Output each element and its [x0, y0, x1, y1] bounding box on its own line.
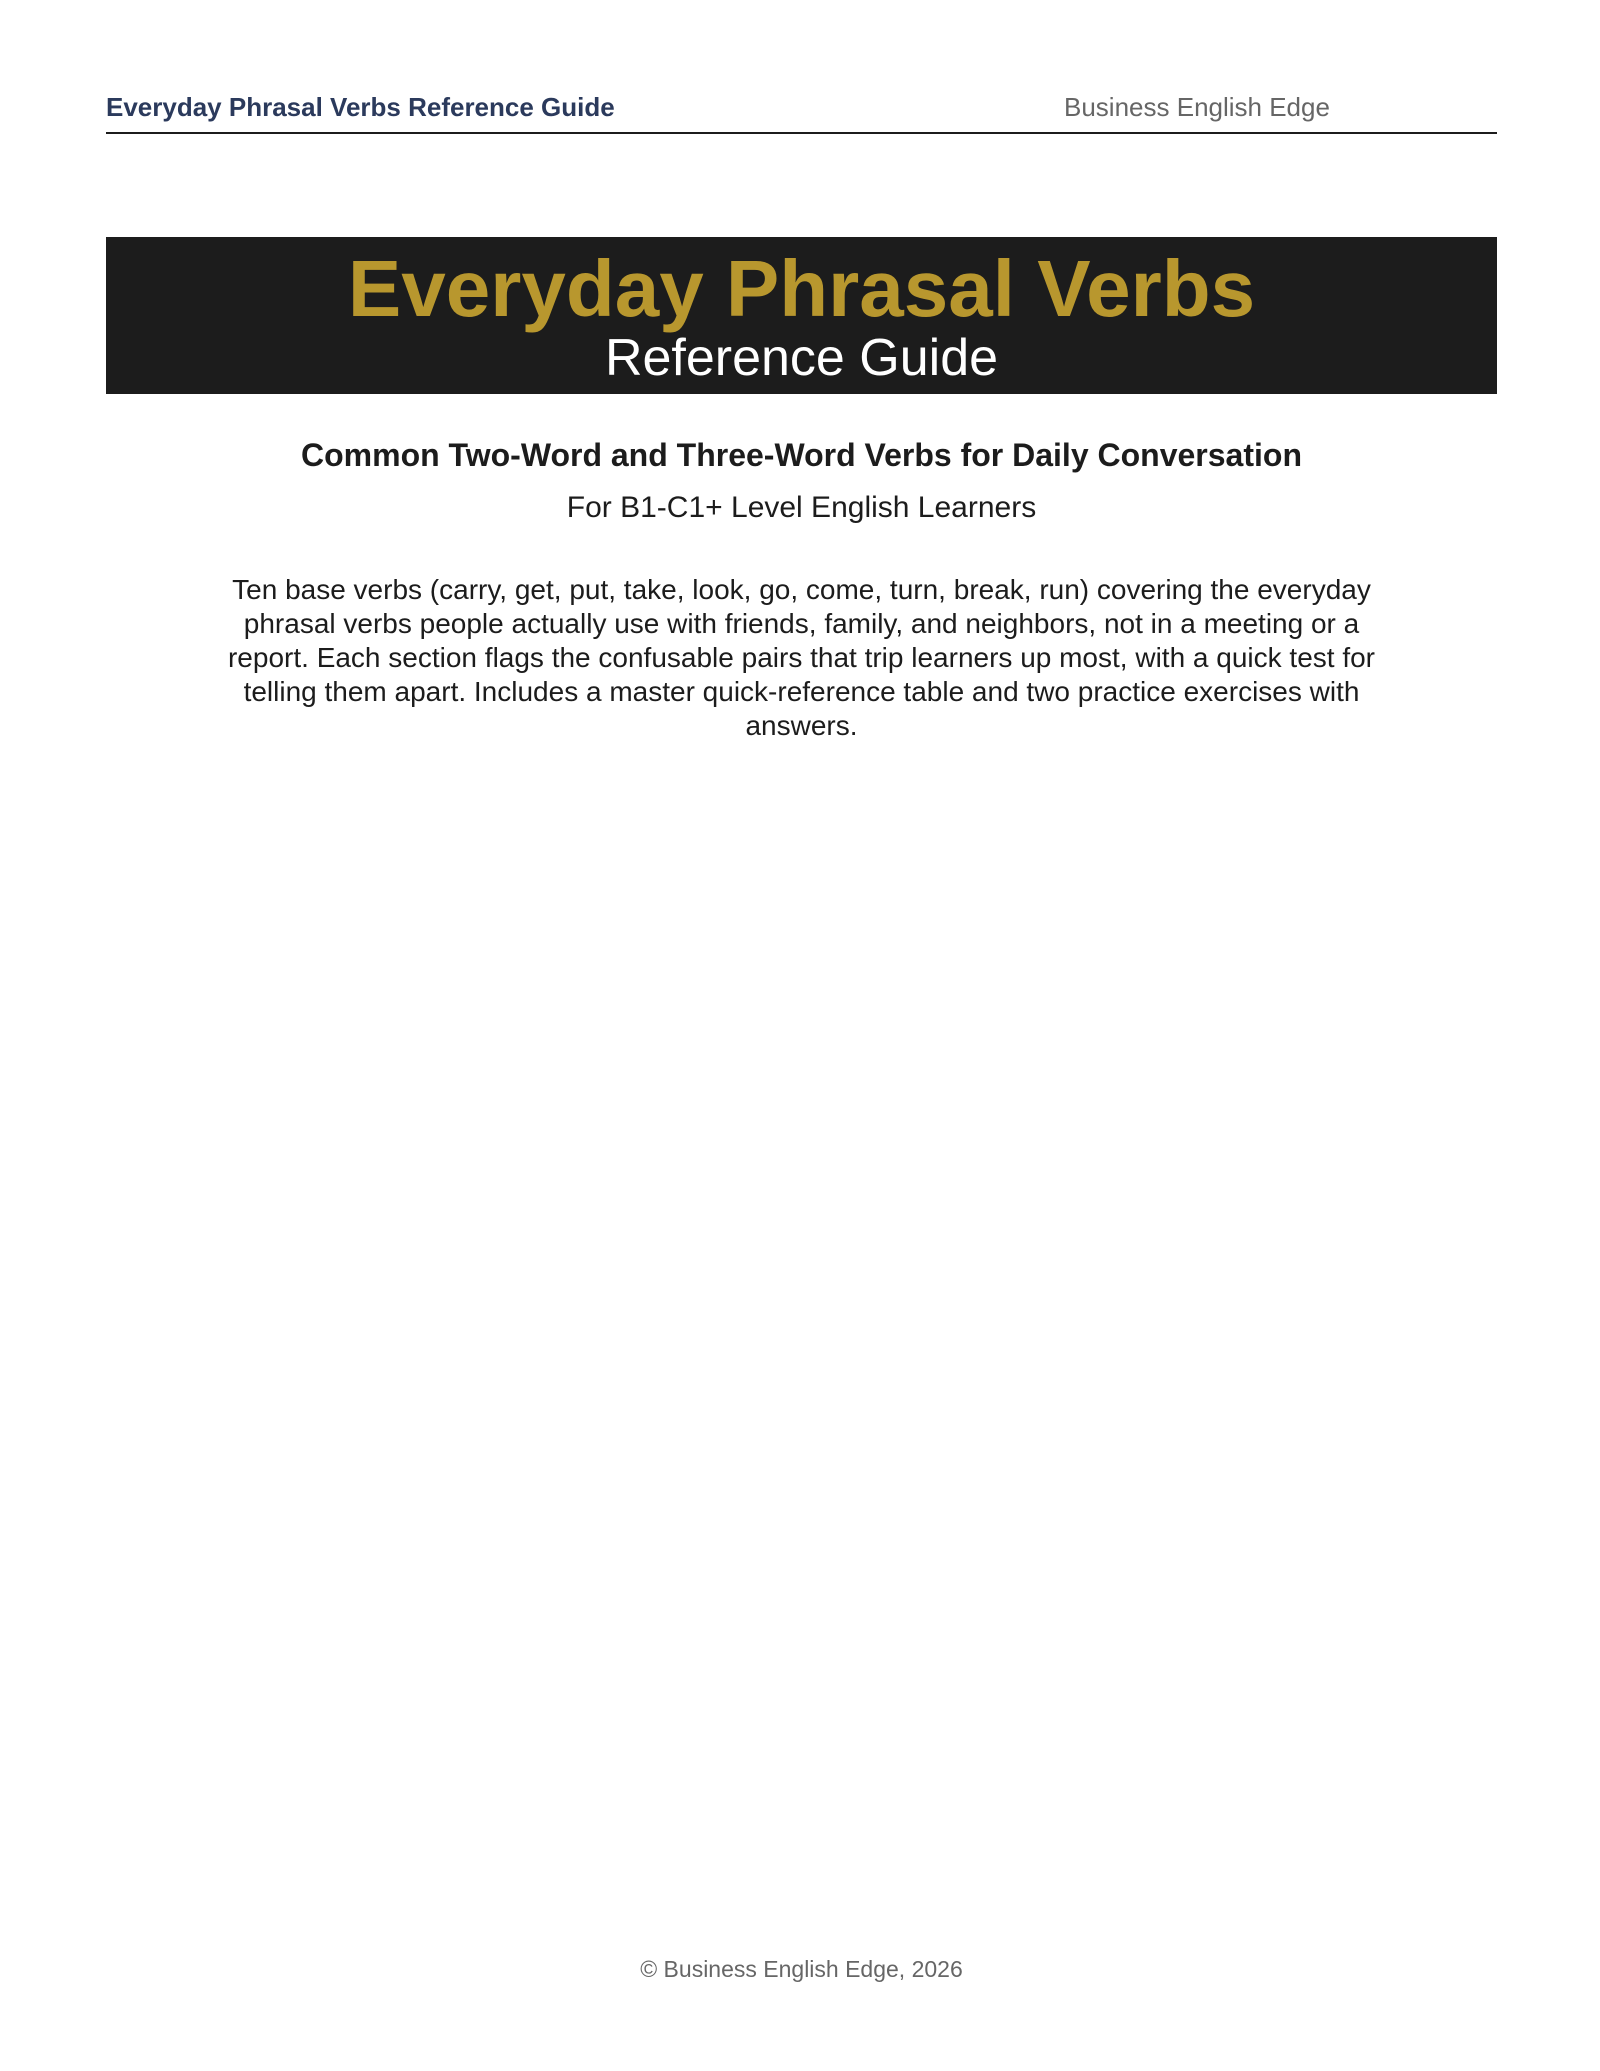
- banner-title: Everyday Phrasal Verbs: [347, 244, 1256, 333]
- intro-level: For B1-C1+ Level English Learners: [566, 491, 1037, 524]
- banner-subtitle: Reference Guide: [604, 329, 999, 387]
- intro-description: Ten base verbs (carry, get, put, take, look, go, come, turn, break, run) covering the everyday phrasal verbs people actually use with friends, family, and neighbors, not in a meeting or a report. Each section flags the confusable pairs that trip learners up most, with a quick test for telling them apart. Includes a master quick-reference table and two practice exercises with answers.: [227, 574, 1375, 741]
- footer-copyright: © Business English Edge, 2026: [640, 1956, 963, 1982]
- running-header: [106, 92, 1497, 134]
- header-brand: Business English Edge: [1064, 92, 1330, 122]
- intro-heading: Common Two-Word and Three-Word Verbs for Daily Conversation: [301, 437, 1302, 473]
- title-banner: [106, 237, 1497, 394]
- header-doc-title: Everyday Phrasal Verbs Reference Guide: [106, 92, 615, 122]
